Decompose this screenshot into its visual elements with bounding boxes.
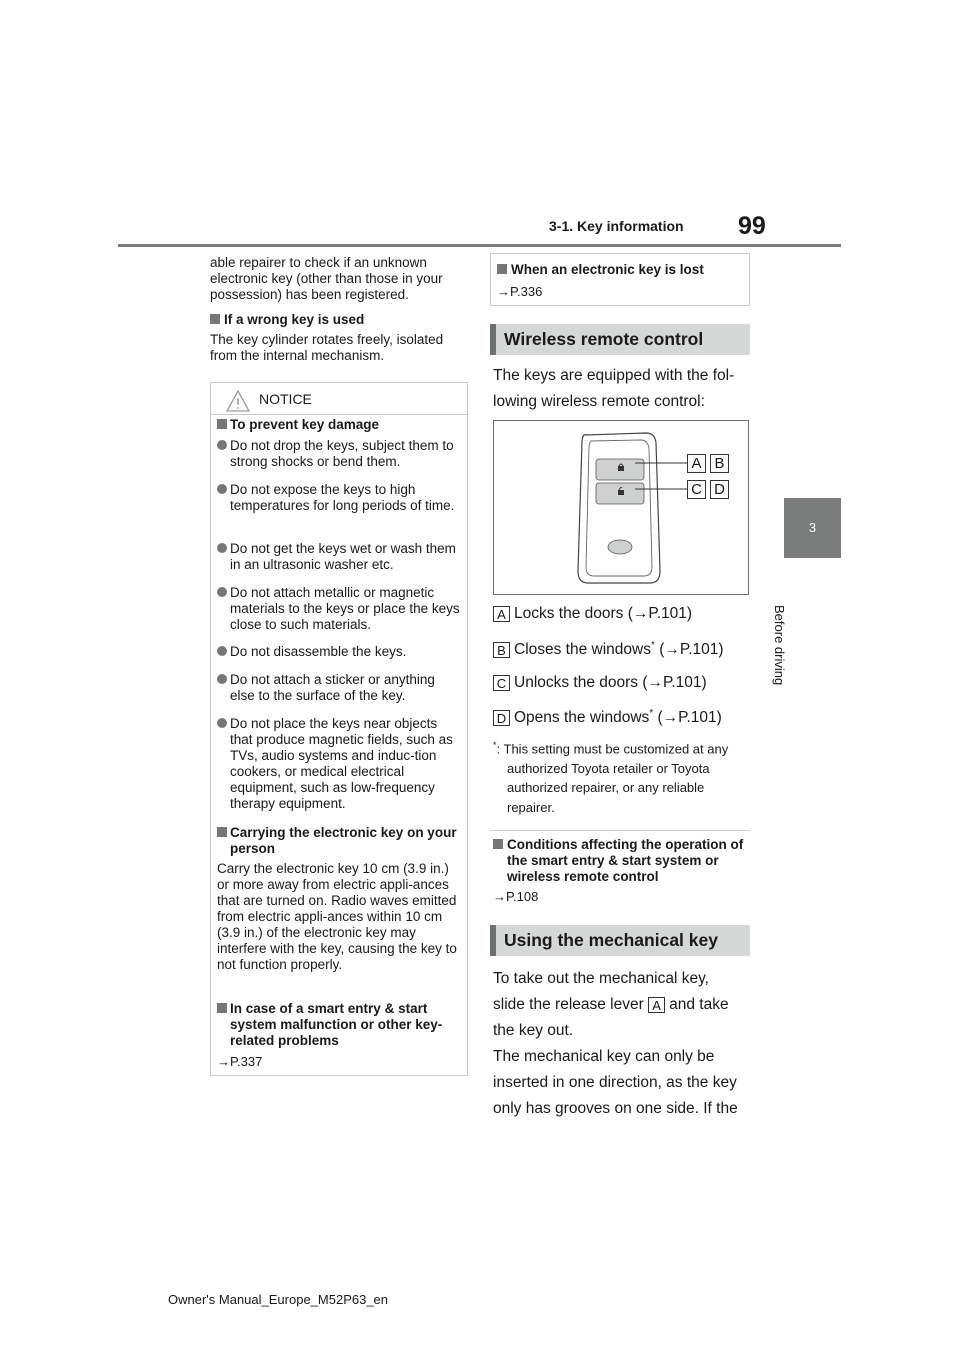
wireless-intro: The keys are equipped with the fol- lowing wireless remote control: <box>493 367 735 410</box>
wrong-key-text: The key cylinder rotates freely, isolated from the internal mechanism. <box>210 332 444 363</box>
release-lever-label: A <box>648 997 665 1013</box>
round-bullet-icon <box>217 484 227 494</box>
header-rule <box>118 244 841 247</box>
figure-label-row-2 <box>687 480 733 499</box>
conditions-heading: Conditions affecting the operation of the smart entry & start system or wireless remote control <box>493 837 748 885</box>
round-bullet-icon <box>217 587 227 597</box>
square-bullet-icon <box>217 827 227 837</box>
round-bullet-icon <box>217 440 227 450</box>
list-item: Do not get the keys wet or wash them in an ultrasonic washer etc. <box>217 541 462 573</box>
page-number: 99 <box>738 212 766 240</box>
manual-id: Owner's Manual_Europe_M52P63_en <box>168 1292 389 1307</box>
notice-title: NOTICE <box>259 391 312 407</box>
footnote: *: This setting must be customized at any authorized Toyota retailer or Toyota authorized repairer, or any reliable repairer. <box>493 740 729 815</box>
wrong-key-heading: If a wrong key is used <box>210 312 465 328</box>
notice-header <box>211 383 467 415</box>
key-fob-figure <box>493 420 749 595</box>
intro-text: able repairer to check if an unknown electronic key (other than those in your possession) has been registered. <box>210 255 443 302</box>
list-item: Do not attach a sticker or anything else to the surface of the key. <box>217 672 462 704</box>
legend-item: C Unlocks the doors (→P.101) <box>493 674 707 692</box>
divider <box>490 830 750 831</box>
chapter-label: Before driving <box>772 605 787 686</box>
notice-box <box>210 382 468 1076</box>
round-bullet-icon <box>217 718 227 728</box>
chapter-tab[interactable]: 3 <box>784 498 841 558</box>
lost-key-heading: When an electronic key is lost <box>497 262 742 278</box>
mechanical-heading: Using the mechanical key <box>490 925 750 956</box>
warning-icon <box>226 390 250 412</box>
malfunction-reference[interactable]: →P.337 <box>217 1054 263 1069</box>
legend-item: B Closes the windows* (→P.101) <box>493 640 724 659</box>
label-b: B <box>710 454 729 473</box>
legend-item: A Locks the doors (→P.101) <box>493 605 692 623</box>
lost-key-box <box>490 253 750 306</box>
list-item: Do not drop the keys, subject them to strong shocks or bend them. <box>217 438 462 470</box>
square-bullet-icon <box>493 839 503 849</box>
round-bullet-icon <box>217 543 227 553</box>
key-fob-icon <box>494 421 748 594</box>
lost-key-reference[interactable]: →P.336 <box>497 284 543 299</box>
wireless-heading: Wireless remote control <box>490 324 750 355</box>
carry-text: Carry the electronic key 10 cm (3.9 in.) or more away from electric appli-ances that are turned on. Radio waves emitted from electric appli-ances within 10 cm (3.9 in.) of the electronic key may interfere with the key, causing the key to not function properly. <box>217 861 457 972</box>
list-item: Do not place the keys near objects that produce magnetic fields, such as TVs, audio systems and induc-tion cookers, or medical electrical equipment, such as low-frequency therapy equipment. <box>217 716 462 812</box>
round-bullet-icon <box>217 646 227 656</box>
label-c: C <box>687 480 706 499</box>
figure-label-row-1 <box>687 454 733 473</box>
carry-heading: Carrying the electronic key on your person <box>217 825 462 857</box>
mechanical-text: To take out the mechanical key, slide the release lever A and take the key out. The mechanical key can only be inserted in one direction, as the key only has grooves on one side. If the <box>493 970 738 1117</box>
label-d: D <box>710 480 729 499</box>
square-bullet-icon <box>497 264 507 274</box>
list-item: Do not expose the keys to high temperatures for long periods of time. <box>217 482 462 514</box>
list-item: Do not attach metallic or magnetic materials to the keys or place the keys close to such materials. <box>217 585 462 633</box>
section-title: 3-1. Key information <box>549 218 684 234</box>
square-bullet-icon <box>217 1003 227 1013</box>
square-bullet-icon <box>217 419 227 429</box>
legend-item: D Opens the windows* (→P.101) <box>493 708 722 727</box>
round-bullet-icon <box>217 674 227 684</box>
damage-heading: To prevent key damage <box>217 417 462 433</box>
malfunction-heading: In case of a smart entry & start system malfunction or other key-related problems <box>217 1001 462 1049</box>
square-bullet-icon <box>210 314 220 324</box>
list-item: Do not disassemble the keys. <box>217 644 462 660</box>
conditions-reference[interactable]: →P.108 <box>493 889 539 904</box>
label-a: A <box>687 454 706 473</box>
